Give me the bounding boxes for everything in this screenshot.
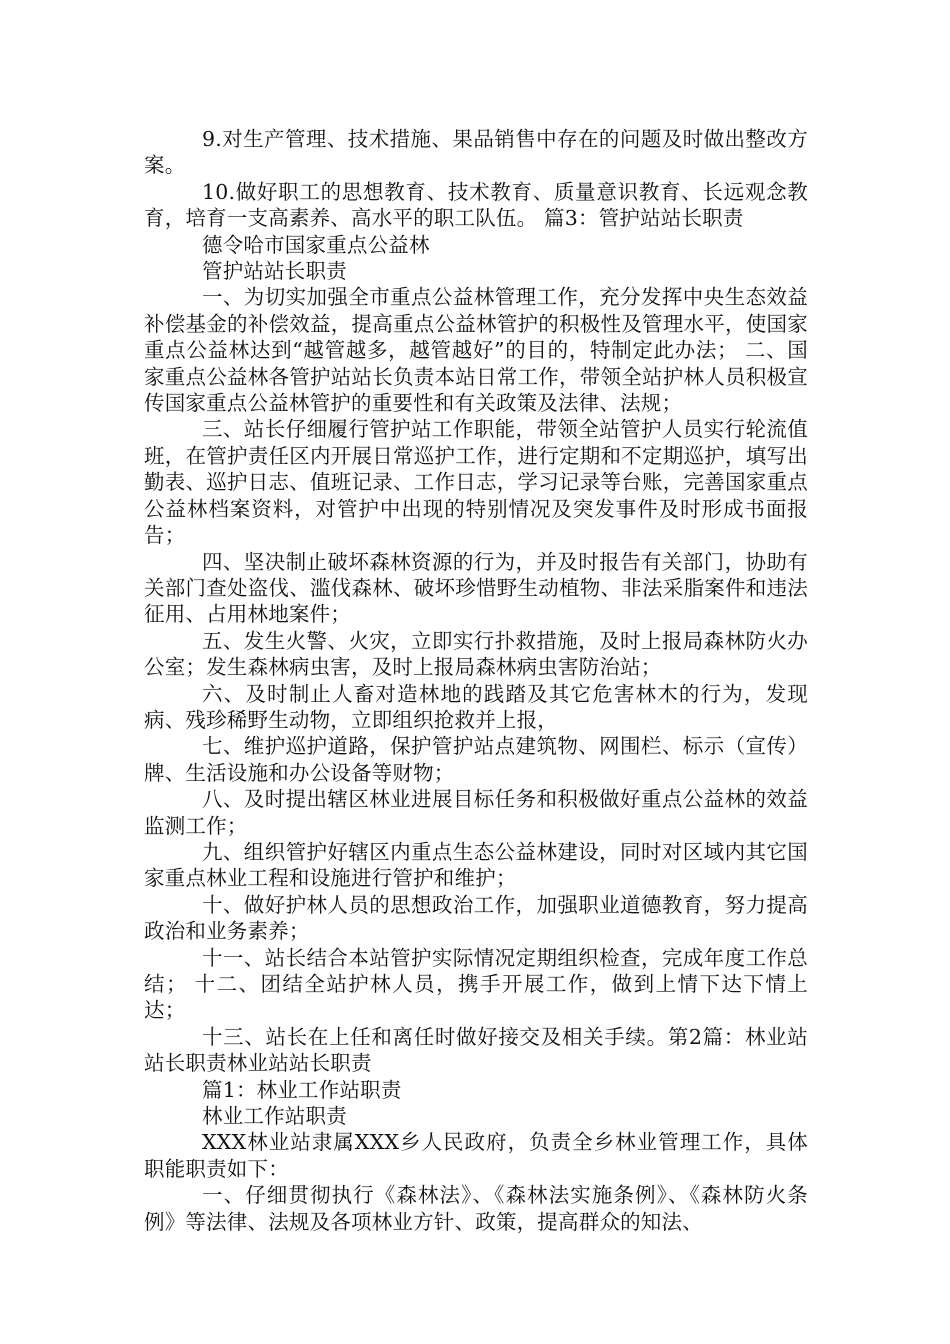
paragraph-duty-13: 十三、站长在上任和离任时做好接交及相关手续。第2篇：林业站站长职责林业站站长职责	[144, 1024, 808, 1076]
paragraph-duty-8: 八、及时提出辖区林业进展目标任务和积极做好重点公益林的效益监测工作；	[144, 787, 808, 838]
paragraph-duty-9: 九、组织管护好辖区内重点生态公益林建设，同时对区域内其它国家重点林业工程和设施进行管护和维护；	[144, 839, 808, 891]
section-title-forestry-duties: 林业工作站职责	[202, 1104, 347, 1129]
paragraph-item-10: 10.做好职工的思想教育、技术教育、质量意识教育、长远观念教育，培育一支高素养、高水平的职工队伍。 篇3：管护站站长职责	[144, 179, 808, 231]
paragraph-duty-1-2: 一、为切实加强全市重点公益林管理工作，充分发挥中央生态效益补偿基金的补偿效益，提高重点公益林管护的积极性及管理水平，使国家重点公益林达到“越管越多，越管越好”的目的，特制定此办法； 二、国家重点公益林各管护站站长负责本站日常工作，带领全站护林人员积极宣传国家重点公益林管护的重要性和有关政策及法律、法规；	[144, 285, 808, 416]
paragraph-duty-3: 三、站长仔细履行管护站工作职能，带领全站管护人员实行轮流值班，在管护责任区内开展日常巡护工作，进行定期和不定期巡护，填写出勤表、巡护日志、值班记录、工作日志，学习记录等台账，完善国家重点公益林档案资料，对管护中出现的特别情况及突发事件及时形成书面报告；	[144, 417, 808, 548]
paragraph-duty-7: 七、维护巡护道路，保护管护站点建筑物、网围栏、标示（宣传）牌、生活设施和办公设备等财物；	[144, 734, 808, 785]
paragraph-duty-5: 五、发生火警、火灾，立即实行扑救措施，及时上报局森林防火办公室；发生森林病虫害，及时上报局森林病虫害防治站；	[144, 628, 808, 680]
section-title-forestry-part1: 篇1：林业工作站职责	[202, 1077, 402, 1102]
paragraph-duty-11-12: 十一、站长结合本站管护实际情况定期组织检查，完成年度工作总结； 十二、团结全站护林人员，携手开展工作，做到上情下达下情上达；	[144, 945, 808, 1023]
section-title-city-forest: 德令哈市国家重点公益林	[202, 232, 430, 257]
paragraph-duty-4: 四、坚决制止破坏森林资源的行为，并及时报告有关部门，协助有关部门查处盗伐、滥伐森林、破坏珍惜野生动植物、非法采脂案件和违法征用、占用林地案件；	[144, 549, 808, 627]
paragraph-duty-10: 十、做好护林人员的思想政治工作，加强职业道德教育，努力提高政治和业务素养；	[144, 892, 808, 944]
paragraph-item-9: 9.对生产管理、技术措施、果品销售中存在的问题及时做出整改方案。	[144, 127, 808, 178]
document-body	[144, 126, 808, 1235]
paragraph-forestry-intro: XXX林业站隶属XXX乡人民政府，负责全乡林业管理工作，具体职能职责如下：	[144, 1130, 808, 1181]
section-title-station-chief: 管护站站长职责	[202, 259, 347, 284]
paragraph-duty-6: 六、及时制止人畜对造林地的践踏及其它危害林木的行为，发现病、残珍稀野生动物，立即组织抢救并上报，	[144, 681, 808, 732]
paragraph-forestry-duty-1: 一、仔细贯彻执行《森林法》、《森林法实施条例》、《森林防火条例》等法律、法规及各项林业方针、政策，提高群众的知法、	[144, 1183, 808, 1234]
